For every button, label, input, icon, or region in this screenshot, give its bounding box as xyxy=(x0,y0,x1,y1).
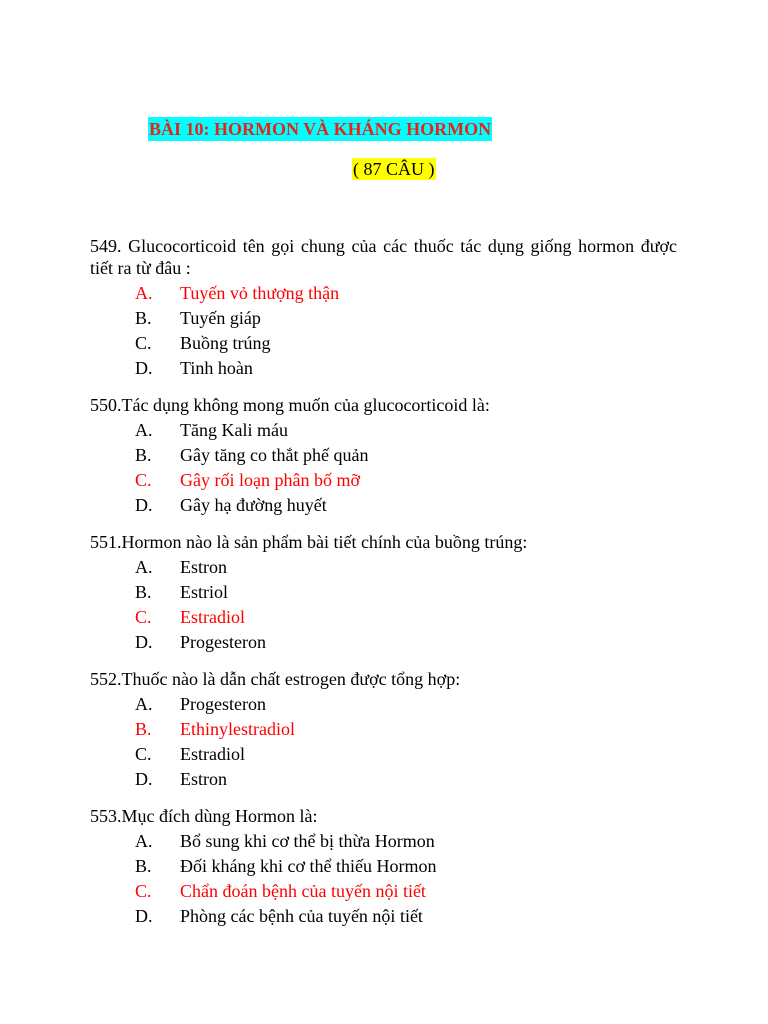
question-item xyxy=(90,805,677,928)
option-letter: B. xyxy=(135,718,152,739)
answer-option xyxy=(90,492,677,517)
answer-option xyxy=(90,467,677,492)
option-letter: D. xyxy=(135,768,153,789)
answer-option xyxy=(90,878,677,903)
answer-option xyxy=(90,741,677,766)
answer-option xyxy=(90,604,677,629)
option-letter: B. xyxy=(135,581,152,602)
question-text: 553.Mục đích dùng Hormon là: xyxy=(90,806,318,826)
option-text: Gây rối loạn phân bố mỡ xyxy=(180,469,360,490)
option-text: Estron xyxy=(180,768,227,789)
question-text: 550.Tác dụng không mong muốn của glucocorticoid là: xyxy=(90,395,490,415)
option-letter: C. xyxy=(135,880,152,901)
option-text: Phòng các bệnh của tuyến nội tiết xyxy=(180,905,423,926)
option-text: Tuyến giáp xyxy=(180,307,261,328)
option-text: Progesteron xyxy=(180,631,266,652)
page-title: BÀI 10: HORMON VÀ KHÁNG HORMON xyxy=(149,119,492,139)
question-item xyxy=(90,531,677,654)
answer-option xyxy=(90,828,677,853)
answer-option xyxy=(90,330,677,355)
option-letter: A. xyxy=(135,693,153,714)
answer-option xyxy=(90,691,677,716)
question-text: 552.Thuốc nào là dẫn chất estrogen được tổng hợp: xyxy=(90,669,461,689)
answer-option xyxy=(90,766,677,791)
option-text: Tinh hoàn xyxy=(180,357,253,378)
option-letter: A. xyxy=(135,830,153,851)
option-letter: D. xyxy=(135,357,153,378)
answer-option xyxy=(90,442,677,467)
answer-option xyxy=(90,417,677,442)
option-letter: A. xyxy=(135,419,153,440)
option-text: Đối kháng khi cơ thể thiếu Hormon xyxy=(180,855,437,876)
answer-option xyxy=(90,903,677,928)
option-text: Estriol xyxy=(180,581,228,602)
option-letter: D. xyxy=(135,905,153,926)
option-text: Bổ sung khi cơ thể bị thừa Hormon xyxy=(180,830,435,851)
answer-option xyxy=(90,554,677,579)
option-letter: B. xyxy=(135,444,152,465)
answer-option xyxy=(90,355,677,380)
option-letter: B. xyxy=(135,855,152,876)
answer-option xyxy=(90,579,677,604)
answer-option xyxy=(90,716,677,741)
option-letter: D. xyxy=(135,494,153,515)
option-letter: A. xyxy=(135,282,153,303)
option-letter: D. xyxy=(135,631,153,652)
option-text: Chẩn đoán bệnh của tuyến nội tiết xyxy=(180,880,426,901)
answer-option xyxy=(90,280,677,305)
option-text: Ethinylestradiol xyxy=(180,718,295,739)
question-item xyxy=(90,668,677,791)
option-letter: A. xyxy=(135,556,153,577)
question-item xyxy=(90,235,677,380)
question-count: ( 87 CÂU ) xyxy=(353,159,435,179)
question-list xyxy=(90,235,677,942)
option-text: Tuyến vỏ thượng thận xyxy=(180,282,340,303)
option-letter: C. xyxy=(135,606,152,627)
option-letter: C. xyxy=(135,469,152,490)
option-text: Estradiol xyxy=(180,606,245,627)
option-text: Buồng trúng xyxy=(180,332,271,353)
option-text: Progesteron xyxy=(180,693,266,714)
option-letter: C. xyxy=(135,743,152,764)
option-text: Gây hạ đường huyết xyxy=(180,494,327,515)
question-text: 551.Hormon nào là sản phẩm bài tiết chính của buồng trúng: xyxy=(90,532,528,552)
option-text: Estradiol xyxy=(180,743,245,764)
answer-option xyxy=(90,305,677,330)
option-text: Gây tăng co thắt phế quản xyxy=(180,444,369,465)
answer-option xyxy=(90,629,677,654)
option-letter: B. xyxy=(135,307,152,328)
question-item xyxy=(90,394,677,517)
answer-option xyxy=(90,853,677,878)
option-text: Tăng Kali máu xyxy=(180,419,288,440)
question-text: 549. Glucocorticoid tên gọi chung của các thuốc tác dụng giống hormon được tiết ra từ đâu : xyxy=(90,236,677,278)
option-letter: C. xyxy=(135,332,152,353)
option-text: Estron xyxy=(180,556,227,577)
